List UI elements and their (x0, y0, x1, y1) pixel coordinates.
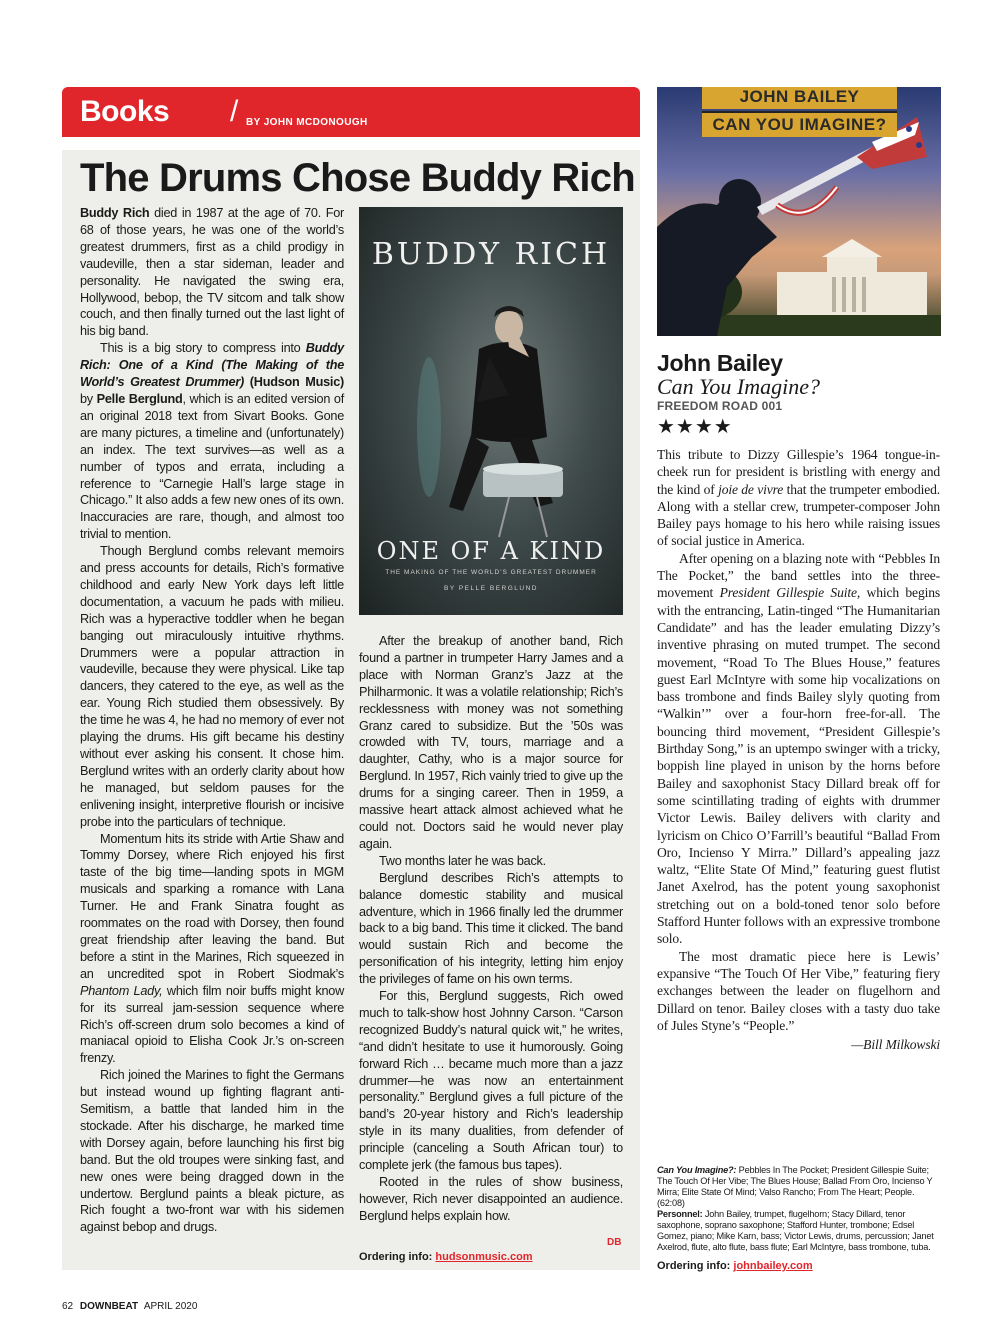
section-name: Books (80, 95, 170, 128)
album-ordering-link[interactable]: johnbailey.com (733, 1260, 813, 1272)
book-cover-image (359, 207, 623, 615)
issue-date: APRIL 2020 (143, 1301, 198, 1312)
cover-title: BUDDY RICH (371, 237, 611, 272)
paragraph: After the breakup of another band, Rich found a partner in trumpeter Harry James and a place with Norman Granz’s Jazz at the Philharmonic. It was a volatile relationship; Rich’s recklessness with money was not something Granz cared to subsidize. But the ’50s was crowded with TV, tours, marriage and a daughter, Cathy, who is a major source for Berglund. In 1957, Rich vainly tried to give up the drums for a singing career. Then in 1959, a massive heart attack almost achieved what he could not. Doctors said he would never play again. (359, 634, 623, 851)
page-number: 62 (62, 1301, 74, 1312)
album-artist: John Bailey (657, 350, 783, 376)
cover-author: BY PELLE BERGLUND (443, 585, 539, 592)
book-ordering-info: Ordering info: hudsonmusic.com (359, 1251, 533, 1263)
paragraph: Rich joined the Marines to fight the Germans but instead wound up fighting flagrant anti-Semitism, a battle that landed him in the stockade. After his discharge, he marked time with Dorsey again, before launching his first big band. But the old troupes were sinking fast, and new ones were being dragged down in the undertow. Berglund paints a bleak picture, as Rich fought a two-front war with his sidemen against bebop and drugs. (80, 1068, 344, 1235)
album-ordering-info: Ordering info: johnbailey.com (657, 1260, 813, 1272)
album-credits (657, 1165, 940, 1253)
paragraph: This is a big story to compress into Buddy Rich: One of a Kind (The Making of the World’s Greatest Drummer) (Hudson Music) by Pelle Berglund, which is an edited version of an original 2018 text from Sivart Books. Gone are many pictures, a timeline and (unfortunately) an index. The text survives—as well as a number of typos and errata, including a reference to “Carnegie Hall’s large stage in Chicago.” It also adds a few new ones of its own. Inaccuracies are rare, though, and almost too trivial to mention. (80, 341, 344, 542)
personnel-list: Personnel: John Bailey, trumpet, flugelhorn; Stacy Dillard, tenor saxophone, soprano saxophone; Stafford Hunter, trombone; Edsel Gomez, piano; Mike Karn, bass; Victor Lewis, drums, percussion; Janet Axelrod, flute, alto flute, bass flute; Earl McIntyre, bass trombone, tuba. (657, 1209, 934, 1252)
paragraph: Rooted in the rules of show business, however, Rich never disappointed an audience. Berglund helps explain how. (359, 1175, 623, 1223)
book-ordering-link[interactable]: hudsonmusic.com (435, 1251, 533, 1263)
article-column-2 (359, 633, 623, 1225)
cover-album-title: CAN YOU IMAGINE? (702, 111, 897, 137)
article-column-1 (80, 205, 344, 1236)
paragraph: Berglund describes Rich’s attempts to balance domestic stability and musical adventure, which in 1966 finally led the drummer back to a big band. This time it clicked. The band would sustain Rich and become the personification of his integrity, letting him enjoy the privileges of fame on his own terms. (359, 870, 623, 987)
album-review-text (657, 446, 940, 1053)
section-byline: BY JOHN MCDONOUGH (246, 117, 368, 128)
paragraph: For this, Berglund suggests, Rich owed much to talk-show host Johnny Carson. “Carson recognized Buddy’s natural quick wit,” he writes, “and didn’t hesitate to use it humorously. Going forward Rich … became much more than a jazz drummer—he was now an entertainment personality.” Berglund gives a full picture of the band’s 20-year history and Rich’s leadership style in its many dualities, from defender of principle (canceling a South African tour) to complete jerk (the famous bus tapes). (359, 989, 623, 1173)
end-mark: DB (607, 1237, 622, 1248)
publication-name: DOWNBEAT (79, 1301, 139, 1312)
section-header (62, 87, 640, 137)
cover-artist: JOHN BAILEY (702, 87, 897, 109)
article-headline: The Drums Chose Buddy Rich (80, 156, 635, 200)
paragraph: This tribute to Dizzy Gillespie’s 1964 tongue-in-cheek run for president is bristling with energy and the kind of joie de vivre that the trumpeter embodied. Along with a stellar crew, trumpeter-composer John Bailey pays homage to his hero while raising issues of social justice in America. (657, 447, 940, 549)
paragraph: The most dramatic piece here is Lewis’ expansive “The Touch Of Her Vibe,” featuring fiery exchanges between the leader on flugelhorn and Dillard on tenor. Bailey closes with a tasty duo take of Jules Styne’s “People.” (657, 948, 940, 1033)
paragraph: Though Berglund combs relevant memoirs and press accounts for details, Rich’s formative childhood and early New York days left little documentation, a vacuum he pads with milieu. Rich was a hyperactive toddler when he began banging out miraculously intuitive rhythms. Drummers were a popular attraction in vaudeville, because they were physical. Like tap dancers, they catered to the eye, as well as the ear. Young Rich studied them obsessively. By the time he was 4, he had no memory of ever not playing the drums. His gift became his destiny without ever asking his consent. It chose him. Berglund writes with an orderly clarity about how he managed, but seldom pauses for the enlivening insight, interpretive flourish or incisive probe into the particulars of technique. (80, 544, 344, 829)
star-rating: ★★★★ (657, 416, 733, 438)
album-label: FREEDOM ROAD 001 (657, 399, 783, 413)
paragraph: Momentum hits its stride with Artie Shaw and Tommy Dorsey, where Rich enjoyed his first taste of the big time—landing spots in MGM musicals and sparking a romance with Lana Turner. He and Frank Sinatra fought as roommates on the road with Dorsey, then found great friendship after leaving the band. But before a stint in the Marines, Rich squeezed in an uncredited spot in Robert Siodmak’s Phantom Lady, which film noir buffs might know for its surreal jam-session sequence where Rich’s off-screen drum solo becomes a kind of maniacal opioid to Elisha Cook Jr.’s on-screen frenzy. (80, 831, 344, 1066)
paragraph: Two months later he was back. (379, 853, 546, 868)
cover-subtitle: ONE OF A KIND (376, 537, 606, 565)
track-list: Can You Imagine?: Pebbles In The Pocket; President Gillespie Suite; The Touch Of Her Vibe; The Blues House; Ballad From Oro, Incienso Y Mirra; Elite State Of Mind; Valso Rancho; From The Heart; People. (62:08) (657, 1165, 933, 1208)
album-cover-image (657, 87, 941, 336)
paragraph: Buddy Rich died in 1987 at the age of 70. For 68 of those years, he was one of the world’s greatest drummers, first as a child prodigy in vaudeville, then a star sideman, leader and personality. He navigated the swing era, Hollywood, bebop, the TV sitcom and talk show couch, and then finally turned out the last light of his big band. (80, 206, 344, 339)
paragraph: After opening on a blazing note with “Pebbles In The Pocket,” the band settles into the three-movement President Gillespie Suite, which begins with the entrancing, Latin-tinged “The Humanitarian Candidate” and has the leader emulating Dizzy’s inventive phrasing on muted trumpet. The second movement, “Road To The Blues House,” features guest Earl McIntyre with some hip vocalizations on bass trombone and finds Bailey slyly quoting from “Walkin’” over a four-horn free-for-all. The bouncing third movement, “President Gillespie’s Birthday Song,” is an uptempo swinger with a tricky, boppish line played in unison by the horns before Bailey and saxophonist Stacy Dillard break off for some scintillating trading of eights with drummer Victor Lewis. Bailey delivers with clarity and lyricism on Chico O’Farrill’s beautiful “Ballad From Oro, Incienso Y Mirra.” Dillard’s appealing jazz waltz, “Elite State Of Mind,” featuring guest flutist Janet Axelrod, has the potent young saxophonist stretching out on a bold-toned tenor solo before Stafford Hunter follows with an expressive trombone solo. (657, 550, 941, 947)
page-footer (62, 1301, 197, 1312)
album-title: Can You Imagine? (657, 374, 820, 399)
section-slash: / (230, 95, 239, 128)
cover-tagline: THE MAKING OF THE WORLD'S GREATEST DRUMMER (385, 569, 597, 576)
reviewer-signature: —Bill Milkowski (851, 1037, 940, 1053)
